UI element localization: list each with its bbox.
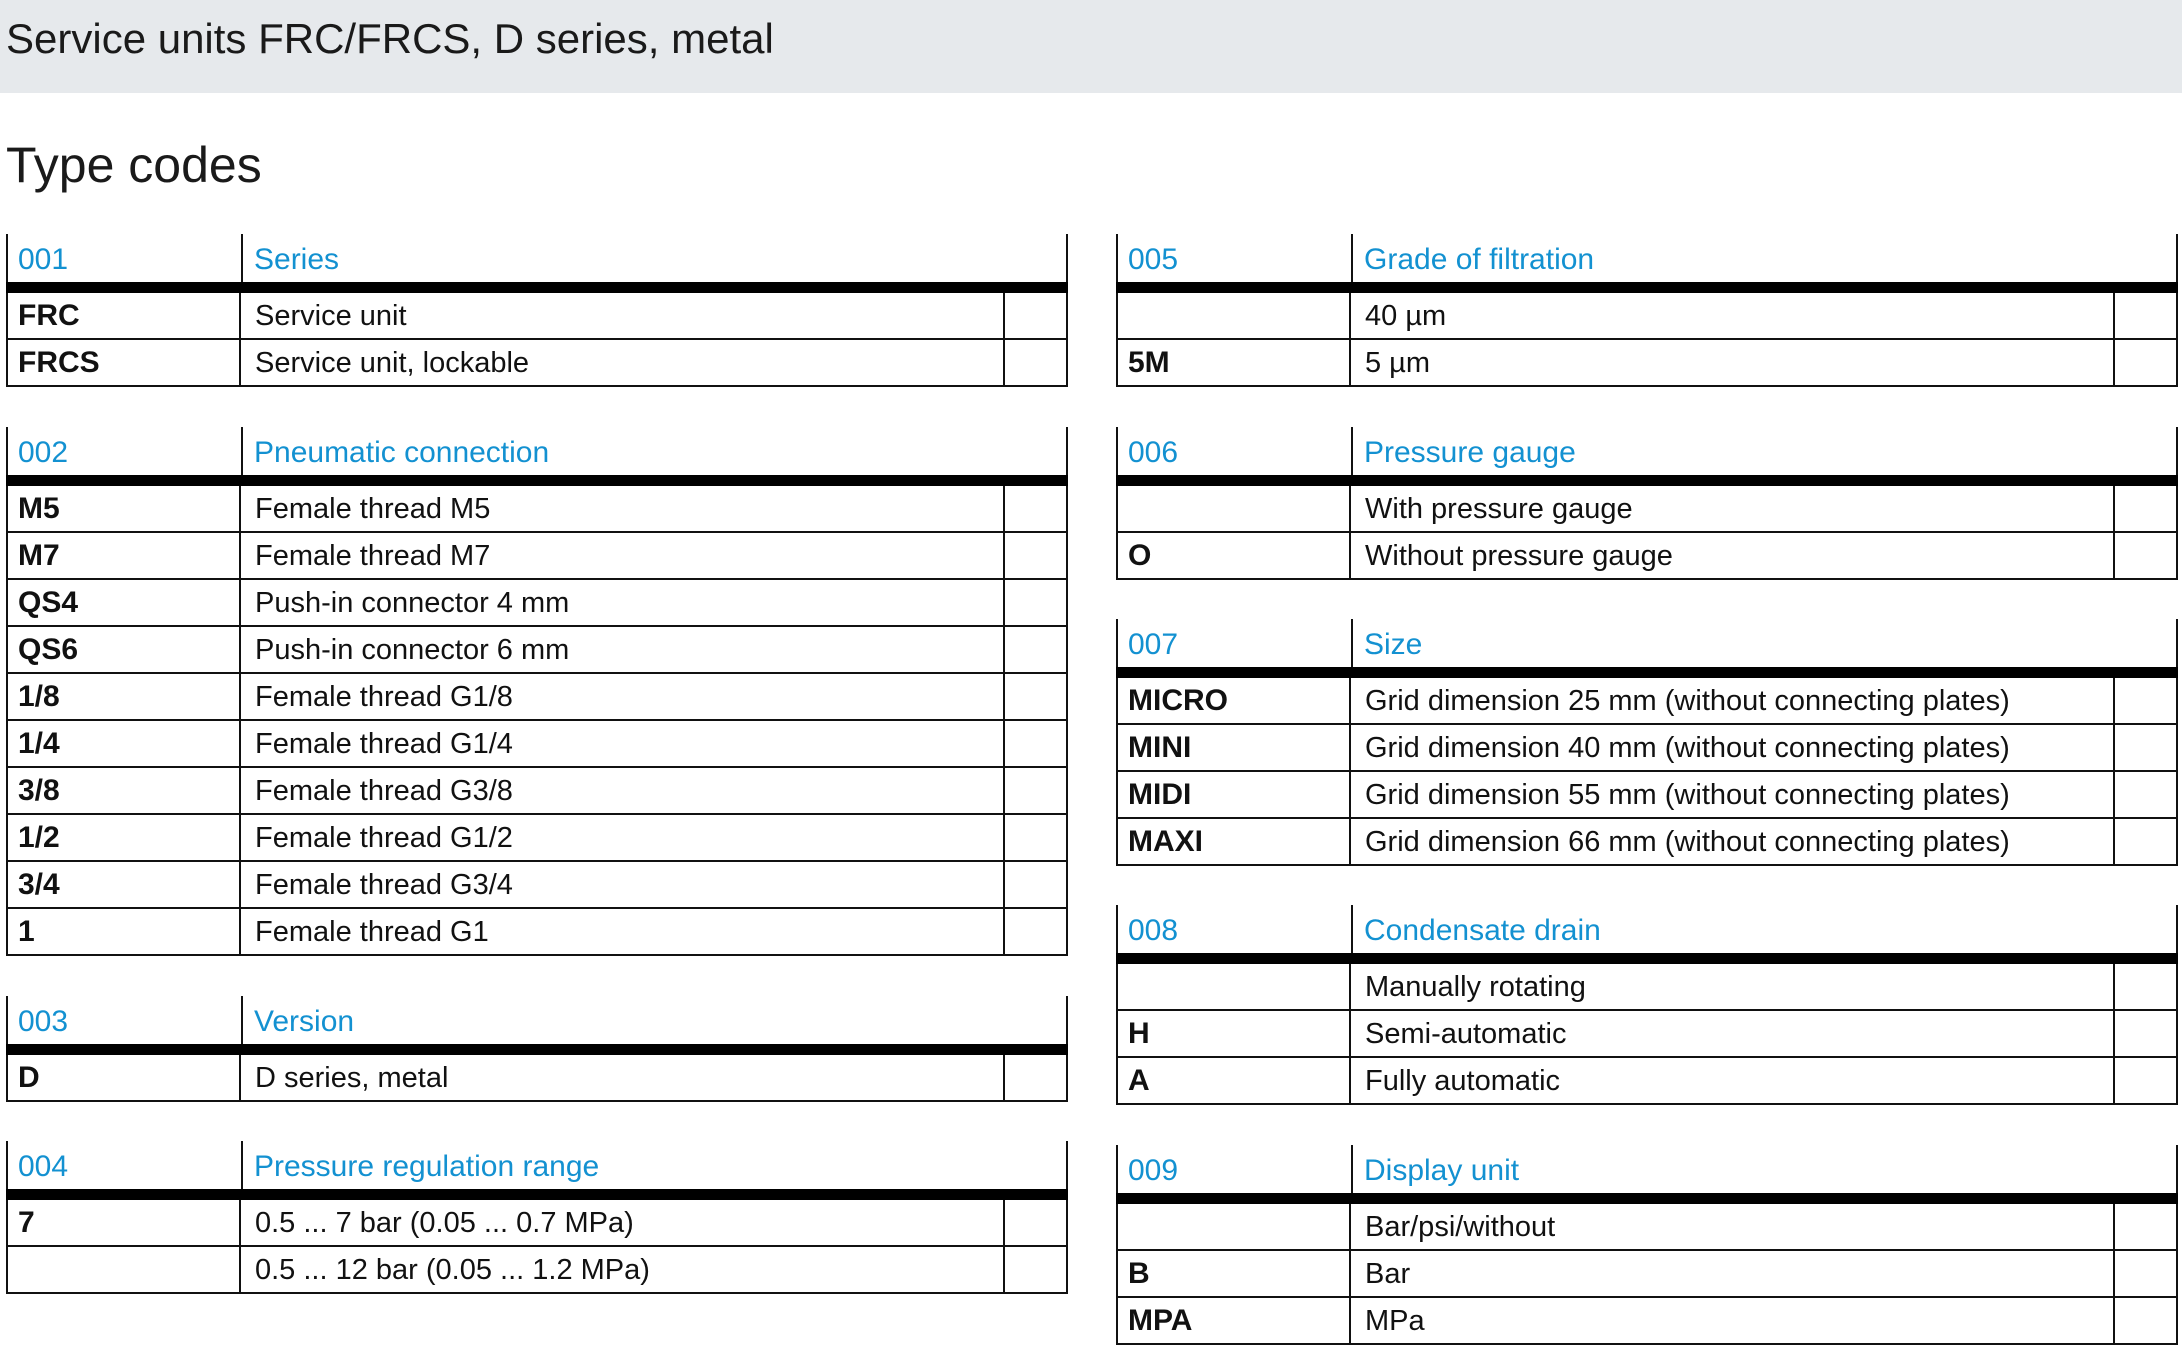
selection-box <box>2115 533 2176 578</box>
code-position-number: 005 <box>1128 243 1179 276</box>
option-description: Female thread G3/8 <box>243 768 1005 813</box>
option-description: Fully automatic <box>1353 1058 2115 1103</box>
selection-box <box>2115 1011 2176 1056</box>
type-code-row <box>1116 340 2178 387</box>
block-header <box>6 1141 1068 1189</box>
code-position-title: Condensate drain <box>1364 914 1601 947</box>
code-position-number: 007 <box>1128 628 1179 661</box>
block-header <box>6 427 1068 475</box>
option-description: Female thread G1/8 <box>243 674 1005 719</box>
option-code: QS6 <box>8 627 241 672</box>
header-divider <box>1116 427 1118 475</box>
option-description: MPa <box>1353 1298 2115 1343</box>
type-code-row <box>6 815 1068 862</box>
option-description: 40 µm <box>1353 293 2115 338</box>
type-code-row <box>6 340 1068 387</box>
code-position-number: 002 <box>18 436 69 469</box>
option-description: Service unit, lockable <box>243 340 1005 385</box>
header-rule <box>1116 475 2178 486</box>
type-code-block-004 <box>6 1141 1068 1294</box>
type-code-block-002 <box>6 427 1068 956</box>
header-divider <box>2176 619 2178 667</box>
type-code-block-005 <box>1116 234 2178 387</box>
option-description: Female thread G1 <box>243 909 1005 954</box>
option-code <box>1118 293 1351 338</box>
header-divider <box>1351 234 1353 282</box>
option-code: QS4 <box>8 580 241 625</box>
option-code <box>8 1247 241 1292</box>
header-divider <box>6 234 8 282</box>
code-position-title: Size <box>1364 628 1423 661</box>
selection-box <box>2115 1298 2176 1343</box>
selection-box <box>1005 815 1066 860</box>
code-position-title: Pressure regulation range <box>254 1150 600 1183</box>
option-description: Service unit <box>243 293 1005 338</box>
header-divider <box>241 234 243 282</box>
selection-box <box>2115 772 2176 817</box>
selection-box <box>1005 1055 1066 1100</box>
type-code-row <box>6 293 1068 340</box>
option-code: H <box>1118 1011 1351 1056</box>
header-divider <box>1116 234 1118 282</box>
option-description: Female thread G3/4 <box>243 862 1005 907</box>
selection-box <box>1005 340 1066 385</box>
option-code <box>1118 486 1351 531</box>
option-code: 7 <box>8 1200 241 1245</box>
type-code-row <box>6 627 1068 674</box>
selection-box <box>2115 486 2176 531</box>
option-code: MAXI <box>1118 819 1351 864</box>
code-position-title: Series <box>254 243 340 276</box>
type-code-row <box>6 721 1068 768</box>
option-code <box>1118 964 1351 1009</box>
option-code: MICRO <box>1118 678 1351 723</box>
option-code: FRC <box>8 293 241 338</box>
type-code-row <box>6 486 1068 533</box>
selection-box <box>2115 678 2176 723</box>
type-code-block-007 <box>1116 619 2178 866</box>
option-description: Grid dimension 66 mm (without connecting plates) <box>1353 819 2115 864</box>
type-code-block-008 <box>1116 905 2178 1105</box>
type-code-row <box>1116 964 2178 1011</box>
option-description: Bar <box>1353 1251 2115 1296</box>
block-header <box>1116 427 2178 475</box>
header-divider <box>1116 619 1118 667</box>
selection-box <box>1005 293 1066 338</box>
header-divider <box>241 427 243 475</box>
selection-box <box>1005 533 1066 578</box>
option-description: With pressure gauge <box>1353 486 2115 531</box>
block-header <box>6 234 1068 282</box>
header-rule <box>6 1189 1068 1200</box>
type-code-row <box>1116 819 2178 866</box>
type-code-row <box>6 533 1068 580</box>
option-description: Female thread G1/4 <box>243 721 1005 766</box>
code-position-title: Pneumatic connection <box>254 436 550 469</box>
selection-box <box>1005 909 1066 954</box>
header-divider <box>1351 619 1353 667</box>
header-divider <box>6 996 8 1044</box>
option-description: Manually rotating <box>1353 964 2115 1009</box>
code-position-number: 008 <box>1128 914 1179 947</box>
type-code-block-009 <box>1116 1145 2178 1345</box>
option-description: Push-in connector 4 mm <box>243 580 1005 625</box>
option-description: Bar/psi/without <box>1353 1204 2115 1249</box>
option-code: 1/8 <box>8 674 241 719</box>
selection-box <box>1005 1247 1066 1292</box>
header-rule <box>6 282 1068 293</box>
header-divider <box>1351 427 1353 475</box>
header-rule <box>1116 667 2178 678</box>
option-description: D series, metal <box>243 1055 1005 1100</box>
selection-box <box>2115 293 2176 338</box>
type-code-row <box>1116 486 2178 533</box>
option-description: 0.5 ... 7 bar (0.05 ... 0.7 MPa) <box>243 1200 1005 1245</box>
header-divider <box>1116 1145 1118 1193</box>
header-divider <box>1066 996 1068 1044</box>
type-code-block-001 <box>6 234 1068 387</box>
selection-box <box>2115 1251 2176 1296</box>
option-description: Grid dimension 40 mm (without connecting plates) <box>1353 725 2115 770</box>
header-divider <box>1116 905 1118 953</box>
code-position-number: 001 <box>18 243 69 276</box>
header-rule <box>1116 953 2178 964</box>
type-code-row <box>1116 1058 2178 1105</box>
header-rule <box>1116 282 2178 293</box>
type-code-row <box>1116 1204 2178 1251</box>
type-code-block-006 <box>1116 427 2178 580</box>
selection-box <box>1005 486 1066 531</box>
section-title: Type codes <box>6 137 262 193</box>
option-code: 5M <box>1118 340 1351 385</box>
selection-box <box>2115 725 2176 770</box>
type-code-row <box>6 909 1068 956</box>
block-header <box>1116 1145 2178 1193</box>
selection-box <box>1005 674 1066 719</box>
selection-box <box>2115 1204 2176 1249</box>
option-code: B <box>1118 1251 1351 1296</box>
option-description: Semi-automatic <box>1353 1011 2115 1056</box>
option-description: Push-in connector 6 mm <box>243 627 1005 672</box>
header-divider <box>6 427 8 475</box>
selection-box <box>1005 580 1066 625</box>
option-description: 0.5 ... 12 bar (0.05 ... 1.2 MPa) <box>243 1247 1005 1292</box>
header-divider <box>2176 905 2178 953</box>
header-divider <box>2176 1145 2178 1193</box>
type-code-row <box>1116 293 2178 340</box>
header-divider <box>2176 427 2178 475</box>
code-position-title: Display unit <box>1364 1154 1520 1187</box>
option-code: 3/4 <box>8 862 241 907</box>
type-code-row <box>6 862 1068 909</box>
option-description: Grid dimension 25 mm (without connecting plates) <box>1353 678 2115 723</box>
type-code-row <box>1116 1011 2178 1058</box>
type-code-row <box>1116 678 2178 725</box>
option-code: MIDI <box>1118 772 1351 817</box>
option-code: 1 <box>8 909 241 954</box>
type-code-row <box>6 1200 1068 1247</box>
option-description: Grid dimension 55 mm (without connecting plates) <box>1353 772 2115 817</box>
code-position-number: 003 <box>18 1005 69 1038</box>
selection-box <box>1005 862 1066 907</box>
option-code: MINI <box>1118 725 1351 770</box>
header-bar <box>0 0 2182 93</box>
type-code-row <box>6 768 1068 815</box>
header-rule <box>1116 1193 2178 1204</box>
option-code: FRCS <box>8 340 241 385</box>
header-divider <box>6 1141 8 1189</box>
header-divider <box>241 1141 243 1189</box>
code-position-number: 006 <box>1128 436 1179 469</box>
option-description: 5 µm <box>1353 340 2115 385</box>
option-code: M5 <box>8 486 241 531</box>
block-header <box>1116 234 2178 282</box>
option-description: Female thread M7 <box>243 533 1005 578</box>
type-code-row <box>1116 725 2178 772</box>
header-divider <box>1066 1141 1068 1189</box>
selection-box <box>1005 1200 1066 1245</box>
block-header <box>1116 619 2178 667</box>
selection-box <box>1005 627 1066 672</box>
type-code-row <box>1116 1298 2178 1345</box>
type-code-row <box>1116 1251 2178 1298</box>
type-code-row <box>6 1247 1068 1294</box>
option-description: Female thread G1/2 <box>243 815 1005 860</box>
header-divider <box>1351 1145 1353 1193</box>
type-code-row <box>1116 533 2178 580</box>
selection-box <box>2115 964 2176 1009</box>
code-position-title: Grade of filtration <box>1364 243 1595 276</box>
header-divider <box>1066 234 1068 282</box>
header-rule <box>6 475 1068 486</box>
type-code-row <box>6 674 1068 721</box>
option-code: 1/4 <box>8 721 241 766</box>
type-code-row <box>1116 772 2178 819</box>
header-divider <box>1066 427 1068 475</box>
selection-box <box>2115 340 2176 385</box>
option-code: MPA <box>1118 1298 1351 1343</box>
option-code: A <box>1118 1058 1351 1103</box>
selection-box <box>2115 1058 2176 1103</box>
block-header <box>1116 905 2178 953</box>
code-position-title: Version <box>254 1005 355 1038</box>
option-code: O <box>1118 533 1351 578</box>
header-divider <box>2176 234 2178 282</box>
option-code: M7 <box>8 533 241 578</box>
code-position-number: 009 <box>1128 1154 1179 1187</box>
selection-box <box>1005 768 1066 813</box>
option-description: Female thread M5 <box>243 486 1005 531</box>
selection-box <box>2115 819 2176 864</box>
header-divider <box>1351 905 1353 953</box>
code-position-title: Pressure gauge <box>1364 436 1576 469</box>
type-code-row <box>6 1055 1068 1102</box>
page-title: Service units FRC/FRCS, D series, metal <box>6 15 774 62</box>
option-code: 1/2 <box>8 815 241 860</box>
code-position-number: 004 <box>18 1150 69 1183</box>
option-description: Without pressure gauge <box>1353 533 2115 578</box>
header-divider <box>241 996 243 1044</box>
type-code-block-003 <box>6 996 1068 1102</box>
option-code <box>1118 1204 1351 1249</box>
type-code-row <box>6 580 1068 627</box>
selection-box <box>1005 721 1066 766</box>
block-header <box>6 996 1068 1044</box>
header-rule <box>6 1044 1068 1055</box>
option-code: 3/8 <box>8 768 241 813</box>
option-code: D <box>8 1055 241 1100</box>
